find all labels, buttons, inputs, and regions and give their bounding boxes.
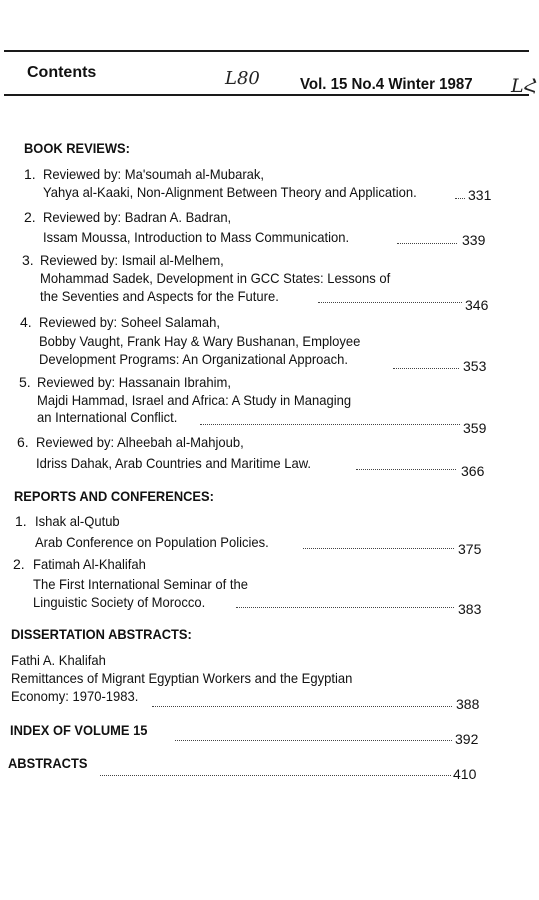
- handwritten-mark: L80: [225, 68, 260, 89]
- handwritten-corner: LՀ: [511, 75, 538, 97]
- review-6-page: 366: [461, 463, 485, 479]
- review-5-number: 5.: [19, 374, 31, 390]
- review-2-leader: [397, 243, 457, 244]
- review-5-reviewer: Reviewed by: Hassanain Ibrahim,: [37, 374, 231, 390]
- abstracts-label: ABSTRACTS: [8, 755, 88, 771]
- review-5-title-line-2: an International Conflict.: [37, 409, 178, 425]
- review-6-leader: [356, 469, 456, 470]
- review-2-page: 339: [462, 232, 486, 248]
- review-3-title-line-2: the Seventies and Aspects for the Future.: [40, 288, 279, 304]
- review-4-page: 353: [463, 358, 487, 374]
- report-2-title-line-2: Linguistic Society of Morocco.: [33, 594, 206, 610]
- report-1-leader: [303, 548, 454, 549]
- review-1-leader: [455, 198, 465, 199]
- review-1-title: Yahya al-Kaaki, Non-Alignment Between Theory and Application.: [43, 184, 417, 200]
- review-4-reviewer: Reviewed by: Soheel Salamah,: [39, 314, 220, 330]
- review-1-reviewer: Reviewed by: Ma'soumah al-Mubarak,: [43, 166, 265, 182]
- index-leader: [175, 740, 452, 741]
- dissertation-page: 388: [456, 696, 480, 712]
- report-2-title-line-1: The First International Seminar of the: [33, 576, 248, 592]
- review-2-number: 2.: [24, 209, 36, 225]
- review-3-number: 3.: [22, 252, 34, 268]
- review-6-reviewer: Reviewed by: Alheebah al-Mahjoub,: [36, 434, 244, 450]
- review-4-title-line-1: Bobby Vaught, Frank Hay & Wary Bushanan, Employee: [39, 333, 361, 349]
- review-3-reviewer: Reviewed by: Ismail al-Melhem,: [40, 252, 224, 268]
- review-2-title: Issam Moussa, Introduction to Mass Communication.: [43, 229, 350, 245]
- review-5-title-line-1: Majdi Hammad, Israel and Africa: A Study in Managing: [37, 392, 352, 408]
- review-3-leader: [318, 302, 462, 303]
- review-6-number: 6.: [17, 434, 29, 450]
- dissertation-leader: [152, 706, 452, 707]
- issue-label: Vol. 15 No.4 Winter 1987: [300, 76, 473, 93]
- review-3-page: 346: [465, 297, 489, 313]
- dissertation-title-line-2: Economy: 1970-1983.: [11, 688, 139, 704]
- report-2-leader: [236, 607, 454, 608]
- review-5-leader: [200, 424, 460, 425]
- review-1-page: 331: [468, 187, 492, 203]
- review-2-reviewer: Reviewed by: Badran A. Badran,: [43, 209, 232, 225]
- report-2-author: Fatimah Al-Khalifah: [33, 556, 146, 572]
- abstracts-leader: [100, 775, 451, 776]
- book-reviews-heading: BOOK REVIEWS:: [24, 140, 130, 156]
- report-2-page: 383: [458, 601, 482, 617]
- header-top-rule: [4, 50, 529, 52]
- reports-heading: REPORTS AND CONFERENCES:: [14, 488, 214, 504]
- header-bottom-rule: [4, 94, 529, 96]
- dissertation-title-line-1: Remittances of Migrant Egyptian Workers and the Egyptian: [11, 670, 353, 686]
- index-page: 392: [455, 731, 479, 747]
- review-1-number: 1.: [24, 166, 36, 182]
- review-6-title: Idriss Dahak, Arab Countries and Maritime Law.: [36, 455, 312, 471]
- index-label: INDEX OF VOLUME 15: [10, 722, 148, 738]
- review-4-title-line-2: Development Programs: An Organizational Approach.: [39, 351, 349, 367]
- review-4-number: 4.: [20, 314, 32, 330]
- review-5-page: 359: [463, 420, 487, 436]
- review-4-leader: [393, 368, 459, 369]
- dissertations-heading: DISSERTATION ABSTRACTS:: [11, 626, 192, 642]
- dissertation-author: Fathi A. Khalifah: [11, 652, 106, 668]
- abstracts-page: 410: [453, 766, 477, 782]
- report-2-number: 2.: [13, 556, 25, 572]
- contents-label: Contents: [27, 64, 97, 81]
- report-1-author: Ishak al-Qutub: [35, 513, 120, 529]
- report-1-title: Arab Conference on Population Policies.: [35, 534, 269, 550]
- review-3-title-line-1: Mohammad Sadek, Development in GCC States: Lessons of: [40, 270, 391, 286]
- report-1-page: 375: [458, 541, 482, 557]
- report-1-number: 1.: [15, 513, 27, 529]
